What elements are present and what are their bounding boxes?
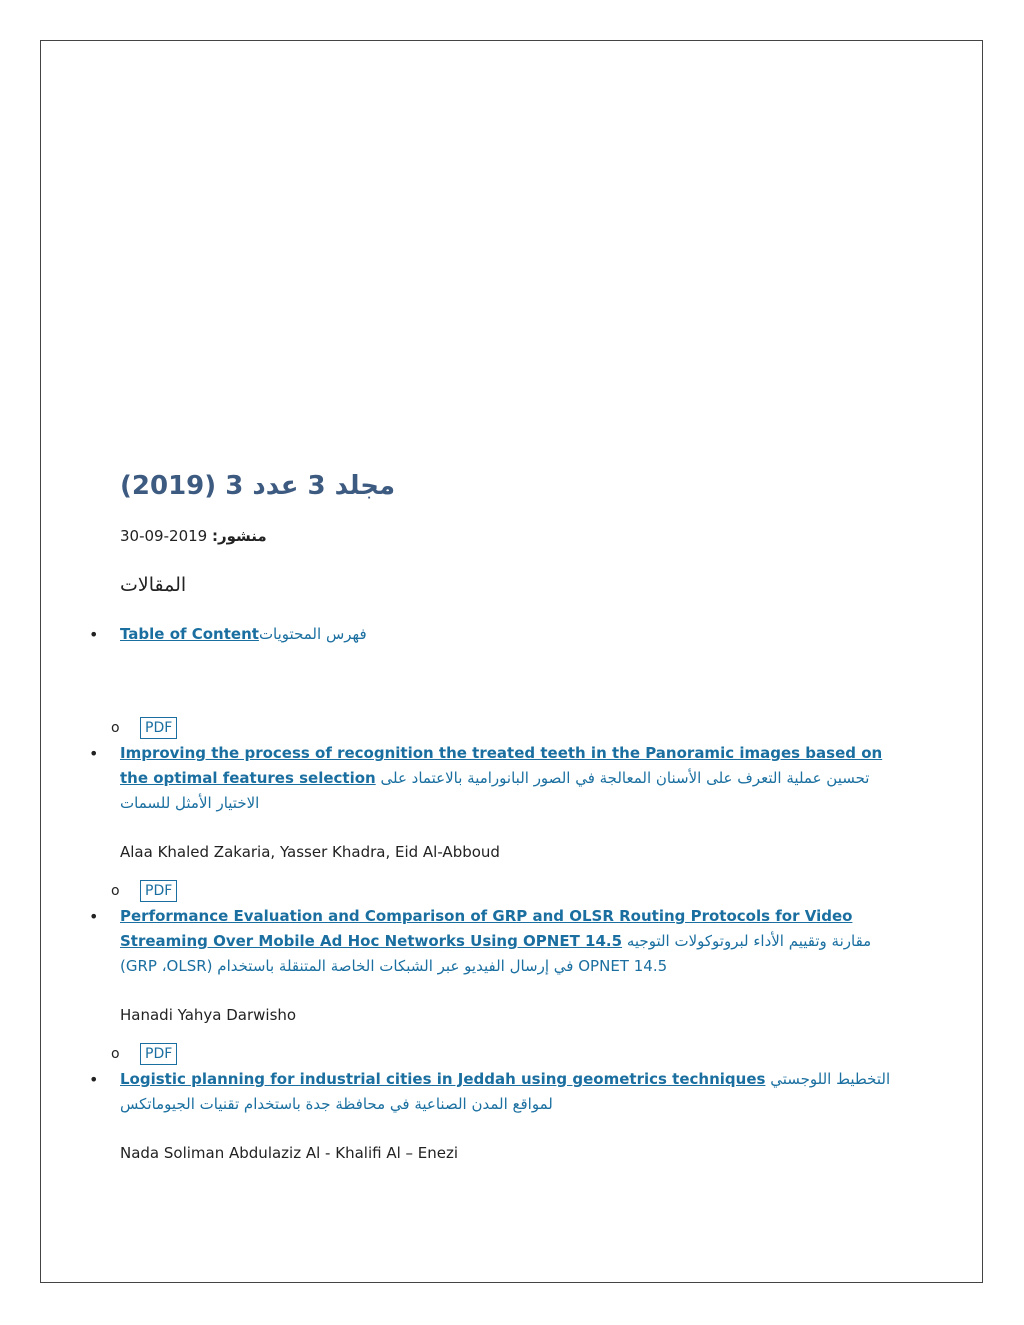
spacer	[120, 1027, 910, 1043]
published-date	[120, 524, 910, 548]
pdf-button[interactable]: o PDF	[140, 880, 177, 902]
issue-title: مجلد 3 عدد 3 (2019)	[120, 471, 396, 501]
pdf-button[interactable]: o PDF	[140, 717, 177, 739]
article-title-link[interactable]: Performance Evaluation and Comparison of GRP and OLSR Routing Protocols for Video Streaming Over Mobile Ad Hoc Networks Using OPNET 14.5	[120, 907, 853, 950]
article-title-link[interactable]: Logistic planning for industrial cities in Jeddah using geometrics techniques	[120, 1070, 766, 1088]
article-item	[120, 904, 910, 979]
pdf-galley	[120, 1043, 910, 1067]
article-item	[120, 1067, 910, 1117]
spacer	[120, 647, 910, 717]
toc-item	[120, 622, 910, 647]
pdf-galley	[120, 880, 910, 904]
article-title-ar: تحسين عملية التعرف على الأسنان المعالجة في الصور البانورامية بالاعتماد على الاختيار الأمثل للسمات	[120, 769, 870, 812]
toc-link[interactable]: Table of Content	[120, 625, 259, 643]
article-title-ar: التخطيط اللوجستي لمواقع المدن الصناعية في محافظة جدة باستخدام تقنيات الجيوماتكس	[120, 1070, 891, 1113]
article-list	[120, 622, 910, 1165]
toc-title-ar: فهرس المحتويات	[258, 625, 367, 643]
spacer	[120, 864, 910, 880]
pdf-galley	[120, 717, 910, 741]
article-title-link[interactable]: Improving the process of recognition the treated teeth in the Panoramic images based on the optimal features selection	[120, 744, 883, 787]
published-value: 2019-09-30	[120, 527, 208, 545]
article-authors: Nada Soliman Abdulaziz Al - Khalifi Al – Enezi	[120, 1144, 459, 1162]
pdf-button[interactable]: o PDF	[140, 1043, 177, 1065]
article-item	[120, 741, 910, 816]
article-title-ar: مقارنة وتقييم الأداء لبروتوكولات التوجيه (GRP ،OLSR) في إرسال الفيديو عبر الشبكات الخاصة المتنقلة باستخدام OPNET 14.5	[120, 932, 872, 975]
article-authors: Hanadi Yahya Darwisho	[120, 1006, 297, 1024]
issue-content	[120, 468, 910, 1165]
article-authors: Alaa Khaled Zakaria, Yasser Khadra, Eid Al-Abboud	[120, 843, 500, 861]
section-title: المقالات	[120, 574, 187, 596]
published-label: منشور:	[212, 527, 267, 545]
